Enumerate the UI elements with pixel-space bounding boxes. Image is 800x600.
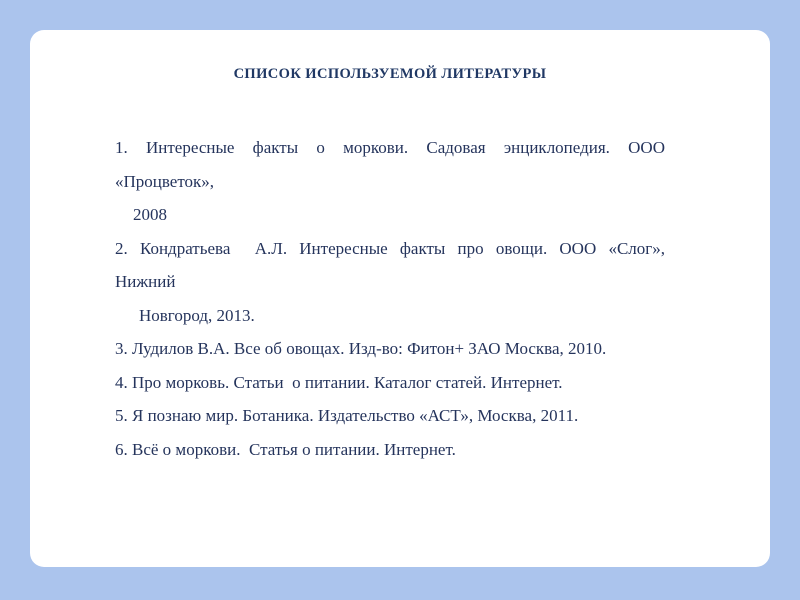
reference-list xyxy=(115,131,665,466)
reference-line: 1. Интересные факты о моркови. Садовая энциклопедия. ООО xyxy=(115,138,665,157)
reference-item-1 xyxy=(115,131,665,232)
reference-line: 3. Лудилов В.А. Все об овощах. Изд-во: Фитон+ ЗАО Москва, 2010. xyxy=(115,339,607,358)
reference-item-3 xyxy=(115,332,665,366)
reference-line: 2008 xyxy=(133,205,167,224)
reference-line: Новгород, 2013. xyxy=(139,305,255,325)
reference-item-2 xyxy=(115,232,665,333)
slide-content-area xyxy=(30,30,770,567)
reference-line: 5. Я познаю мир. Ботаника. Издательство «АСТ», Москва, 2011. xyxy=(115,406,579,425)
reference-line: 4. Про морковь. Статьи о питании. Каталог статей. Интернет. xyxy=(115,372,563,392)
reference-item-5 xyxy=(115,399,665,433)
slide-title: СПИСОК ИСПОЛЬЗУЕМОЙ ЛИТЕРАТУРЫ xyxy=(233,66,547,82)
reference-line: 2. Кондратьева А.Л. Интересные факты про овощи. ООО «Слог», xyxy=(115,238,665,258)
reference-line: Нижний xyxy=(115,272,176,291)
reference-item-4 xyxy=(115,366,665,400)
reference-item-6 xyxy=(115,433,665,467)
reference-line: «Процветок», xyxy=(115,171,215,191)
reference-line: 6. Всё о моркови. Статья о питании. Интернет. xyxy=(115,439,456,459)
